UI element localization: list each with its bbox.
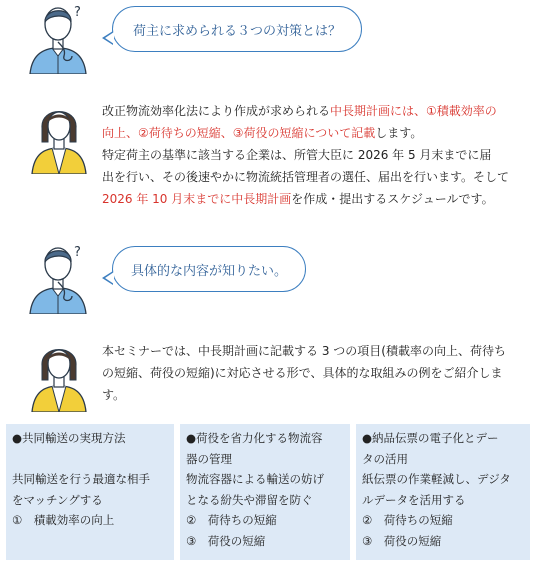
column-container-management [180,424,350,560]
svg-text:?: ? [74,245,81,260]
question-text-2: 具体的な内容が知りたい。 [130,263,287,279]
column-body: 物流容器による輸送の妨げ [186,472,324,486]
column-digital-slips [356,424,530,560]
answer-line: 向上、②荷待ちの短縮、③荷役の短縮について記載します。 [102,126,423,140]
answer-line: 出を行い、その後速やかに物流統括管理者の選任、届出を行います。そして [102,170,510,184]
column-title: ●共同輸送の実現方法 [12,431,126,445]
answer-paragraph-1 [102,100,534,210]
answer-line: の短縮、荷役の短縮)に対応させる形で、具体的な取組みの例をご紹介しま [102,366,503,380]
column-title: ●納品伝票の電子化とデー [362,431,499,445]
answer-line: 本セミナーでは、中長期計画に記載する 3 つの項目(積載率の向上、荷待ち [102,344,506,358]
question-text-1: 荷主に求められる３つの対策とは？ [132,23,341,39]
column-body: 紙伝票の作業軽減し、デジタ [362,472,511,486]
column-body: 共同輸送を行う最適な相手 [12,472,150,486]
woman-avatar [30,338,88,412]
answer-line: 2026 年 10 月末までに中長期計画を作成・提出するスケジュールです。 [102,192,494,206]
column-item: ② 荷待ちの短縮 [362,513,453,527]
column-title: ●荷役を省力化する物流容 [186,431,323,445]
column-item: ① 積載効率の向上 [12,513,115,527]
question-bubble-1 [112,6,362,52]
thinking-man-avatar [28,2,90,74]
column-item: ③ 荷役の短縮 [362,533,442,548]
column-body: ルデータを活用する [362,492,466,507]
thinking-man-avatar [28,242,90,314]
column-item: ② 荷待ちの短縮 [186,513,277,527]
answer-line: 特定荷主の基準に該当する企業は、所管大臣に 2026 年 5 月末までに届 [102,148,492,162]
answer-line: す。 [102,388,126,402]
column-body: となる紛失や滞留を防ぐ [186,492,313,507]
column-body: をマッチングする [12,492,103,507]
answer-line: 改正物流効率化法により作成が求められる中長期計画には、①積載効率の [102,104,497,118]
column-joint-transport [6,424,174,560]
column-title: 器の管理 [186,451,232,466]
question-bubble-2 [112,246,306,292]
column-item: ③ 荷役の短縮 [186,533,266,548]
svg-text:?: ? [74,5,81,20]
column-title: タの活用 [362,451,408,466]
woman-avatar [30,100,88,174]
answer-paragraph-2 [102,340,534,406]
